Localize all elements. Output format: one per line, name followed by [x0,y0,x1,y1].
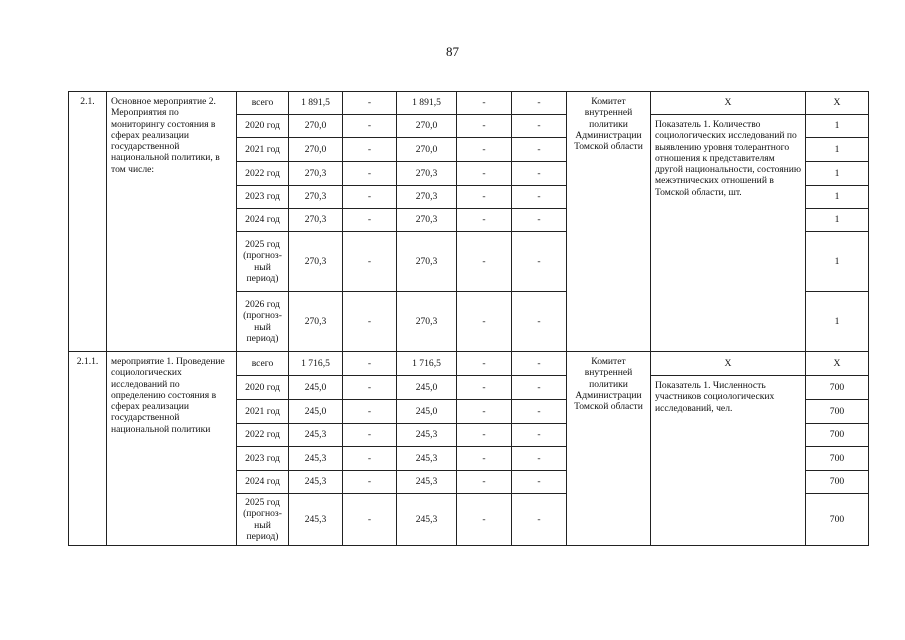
indicator-value: Х [806,352,869,376]
local-cell: - [457,162,512,186]
indicator-header: Х [651,92,806,115]
indicator-value: 700 [806,471,869,494]
total-cell: 270,3 [289,186,343,209]
regional-cell: 270,0 [397,115,457,138]
program-table [68,91,869,546]
regional-cell: 245,3 [397,471,457,494]
section-number: 2.1.1. [69,352,107,546]
responsible-org: Комитет внутренней политики Администрации Томской области [567,92,651,352]
total-cell: 245,3 [289,494,343,546]
local-cell: - [457,376,512,400]
total-cell: 245,3 [289,424,343,447]
period-cell: 2023 год [237,186,289,209]
federal-cell: - [343,138,397,162]
indicator-value: 700 [806,424,869,447]
regional-cell: 245,3 [397,424,457,447]
federal-cell: - [343,209,397,232]
local-cell: - [457,400,512,424]
federal-cell: - [343,292,397,352]
period-cell: 2023 год [237,447,289,471]
local-cell: - [457,471,512,494]
indicator-value: Х [806,92,869,115]
other-cell: - [512,494,567,546]
local-cell: - [457,115,512,138]
regional-cell: 1 716,5 [397,352,457,376]
other-cell: - [512,232,567,292]
period-cell: 2022 год [237,162,289,186]
period-cell: 2021 год [237,138,289,162]
indicator-value: 1 [806,115,869,138]
other-cell: - [512,376,567,400]
period-cell: 2021 год [237,400,289,424]
period-cell: 2020 год [237,376,289,400]
federal-cell: - [343,186,397,209]
local-cell: - [457,138,512,162]
other-cell: - [512,115,567,138]
total-cell: 1 891,5 [289,92,343,115]
indicator-value: 1 [806,138,869,162]
local-cell: - [457,292,512,352]
total-cell: 270,0 [289,138,343,162]
total-cell: 270,3 [289,209,343,232]
federal-cell: - [343,162,397,186]
federal-cell: - [343,232,397,292]
local-cell: - [457,447,512,471]
local-cell: - [457,232,512,292]
total-cell: 270,3 [289,232,343,292]
period-cell: всего [237,352,289,376]
local-cell: - [457,92,512,115]
regional-cell: 270,0 [397,138,457,162]
other-cell: - [512,447,567,471]
section-number: 2.1. [69,92,107,352]
regional-cell: 245,0 [397,376,457,400]
other-cell: - [512,471,567,494]
other-cell: - [512,424,567,447]
total-cell: 245,0 [289,400,343,424]
other-cell: - [512,209,567,232]
federal-cell: - [343,376,397,400]
federal-cell: - [343,92,397,115]
page-number: 87 [446,44,459,59]
other-cell: - [512,138,567,162]
period-cell: 2020 год [237,115,289,138]
total-cell: 245,3 [289,447,343,471]
regional-cell: 1 891,5 [397,92,457,115]
period-cell: 2026 год (прогноз-ный период) [237,292,289,352]
regional-cell: 270,3 [397,209,457,232]
total-cell: 270,3 [289,292,343,352]
federal-cell: - [343,400,397,424]
indicator-value: 700 [806,494,869,546]
period-cell: 2024 год [237,471,289,494]
regional-cell: 245,0 [397,400,457,424]
federal-cell: - [343,115,397,138]
responsible-org: Комитет внутренней политики Администрации Томской области [567,352,651,546]
period-cell: 2022 год [237,424,289,447]
activity-name: мероприятие 1. Проведение социологических исследований по определению состояния в сферах реализации государственной национальной политики [107,352,237,546]
regional-cell: 270,3 [397,292,457,352]
local-cell: - [457,424,512,447]
regional-cell: 270,3 [397,186,457,209]
local-cell: - [457,186,512,209]
indicator-text: Показатель 1. Численность участников социологических исследований, чел. [651,376,806,546]
indicator-value: 1 [806,209,869,232]
other-cell: - [512,352,567,376]
other-cell: - [512,186,567,209]
table-row [69,352,869,376]
other-cell: - [512,292,567,352]
total-cell: 245,0 [289,376,343,400]
indicator-value: 700 [806,447,869,471]
total-cell: 270,3 [289,162,343,186]
indicator-header: Х [651,352,806,376]
period-cell: 2025 год (прогноз-ный период) [237,232,289,292]
indicator-value: 700 [806,400,869,424]
total-cell: 1 716,5 [289,352,343,376]
activity-name: Основное мероприятие 2. Мероприятия по мониторингу состояния в сферах реализации государственной национальной политики, в том числе: [107,92,237,352]
local-cell: - [457,352,512,376]
other-cell: - [512,92,567,115]
federal-cell: - [343,447,397,471]
indicator-value: 1 [806,162,869,186]
period-cell: всего [237,92,289,115]
local-cell: - [457,209,512,232]
local-cell: - [457,494,512,546]
table-row [69,92,869,115]
federal-cell: - [343,471,397,494]
indicator-value: 1 [806,292,869,352]
federal-cell: - [343,352,397,376]
period-cell: 2025 год (прогноз-ный период) [237,494,289,546]
indicator-value: 1 [806,186,869,209]
total-cell: 245,3 [289,471,343,494]
regional-cell: 245,3 [397,494,457,546]
indicator-value: 700 [806,376,869,400]
other-cell: - [512,400,567,424]
indicator-text: Показатель 1. Количество социологических исследований по выявлению уровня толерантного отношения к представителям другой национальности, состоянию межэтнических отношений в Томской области, шт. [651,115,806,352]
other-cell: - [512,162,567,186]
federal-cell: - [343,494,397,546]
federal-cell: - [343,424,397,447]
regional-cell: 270,3 [397,232,457,292]
regional-cell: 245,3 [397,447,457,471]
indicator-value: 1 [806,232,869,292]
period-cell: 2024 год [237,209,289,232]
regional-cell: 270,3 [397,162,457,186]
total-cell: 270,0 [289,115,343,138]
